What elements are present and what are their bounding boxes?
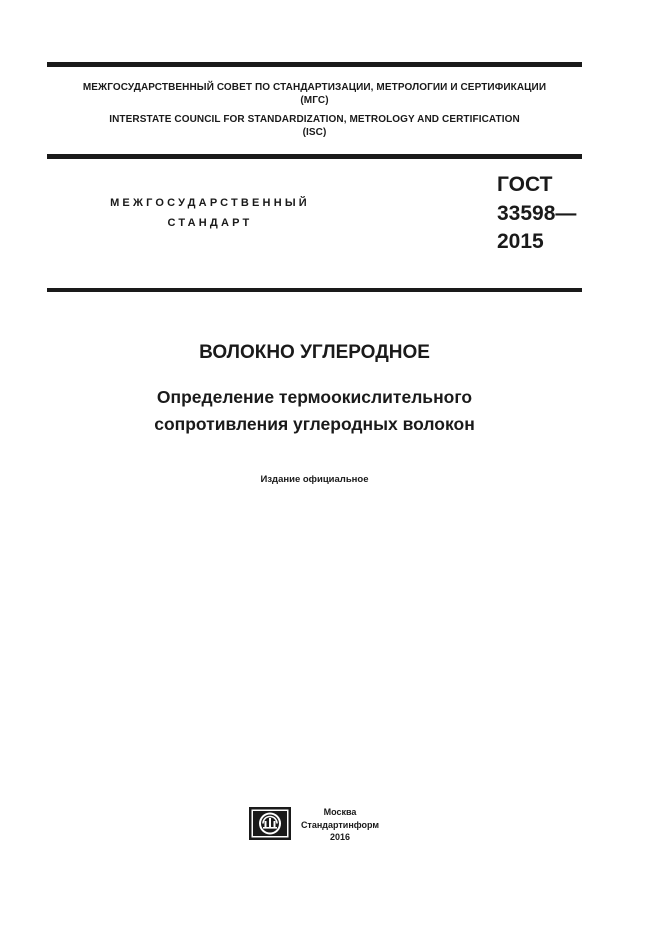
council-ru-line: МЕЖГОСУДАРСТВЕННЫЙ СОВЕТ ПО СТАНДАРТИЗАЦИИ, МЕТРОЛОГИИ И СЕРТИФИКАЦИИ	[82, 82, 547, 93]
publisher-block	[295, 806, 385, 844]
subtitle-line1: Определение термоокислительного	[156, 387, 473, 407]
standard-type-line2: СТАНДАРТ	[167, 217, 253, 229]
edition-note: Издание официальное	[260, 474, 369, 485]
standard-type-label	[70, 193, 350, 233]
standard-designation	[497, 171, 576, 257]
document-title: ВОЛОКНО УГЛЕРОДНОЕ	[199, 342, 430, 363]
middle-rule	[47, 154, 582, 159]
publisher-city: Москва	[323, 807, 357, 817]
standard-type-line1: МЕЖГОСУДАРСТВЕННЫЙ	[110, 197, 310, 209]
designation-year: 2015	[497, 230, 544, 253]
publisher-year: 2016	[329, 832, 351, 842]
publisher-name: Стандартинформ	[300, 819, 380, 830]
council-name-ru	[47, 81, 582, 107]
standartinform-logo-icon	[249, 807, 291, 840]
designation-prefix: ГОСТ	[497, 173, 553, 196]
subtitle-line2: сопротивления углеродных волокон	[154, 414, 475, 434]
top-rule	[47, 62, 582, 67]
council-en-abbr: (ISC)	[302, 127, 327, 138]
designation-number: 33598—	[497, 201, 577, 225]
council-en-line: INTERSTATE COUNCIL FOR STANDARDIZATION, METROLOGY AND CERTIFICATION	[109, 114, 520, 125]
council-ru-abbr: (МГС)	[300, 95, 329, 106]
council-name-en	[47, 113, 582, 139]
document-subtitle	[47, 384, 582, 438]
bottom-rule	[47, 288, 582, 292]
